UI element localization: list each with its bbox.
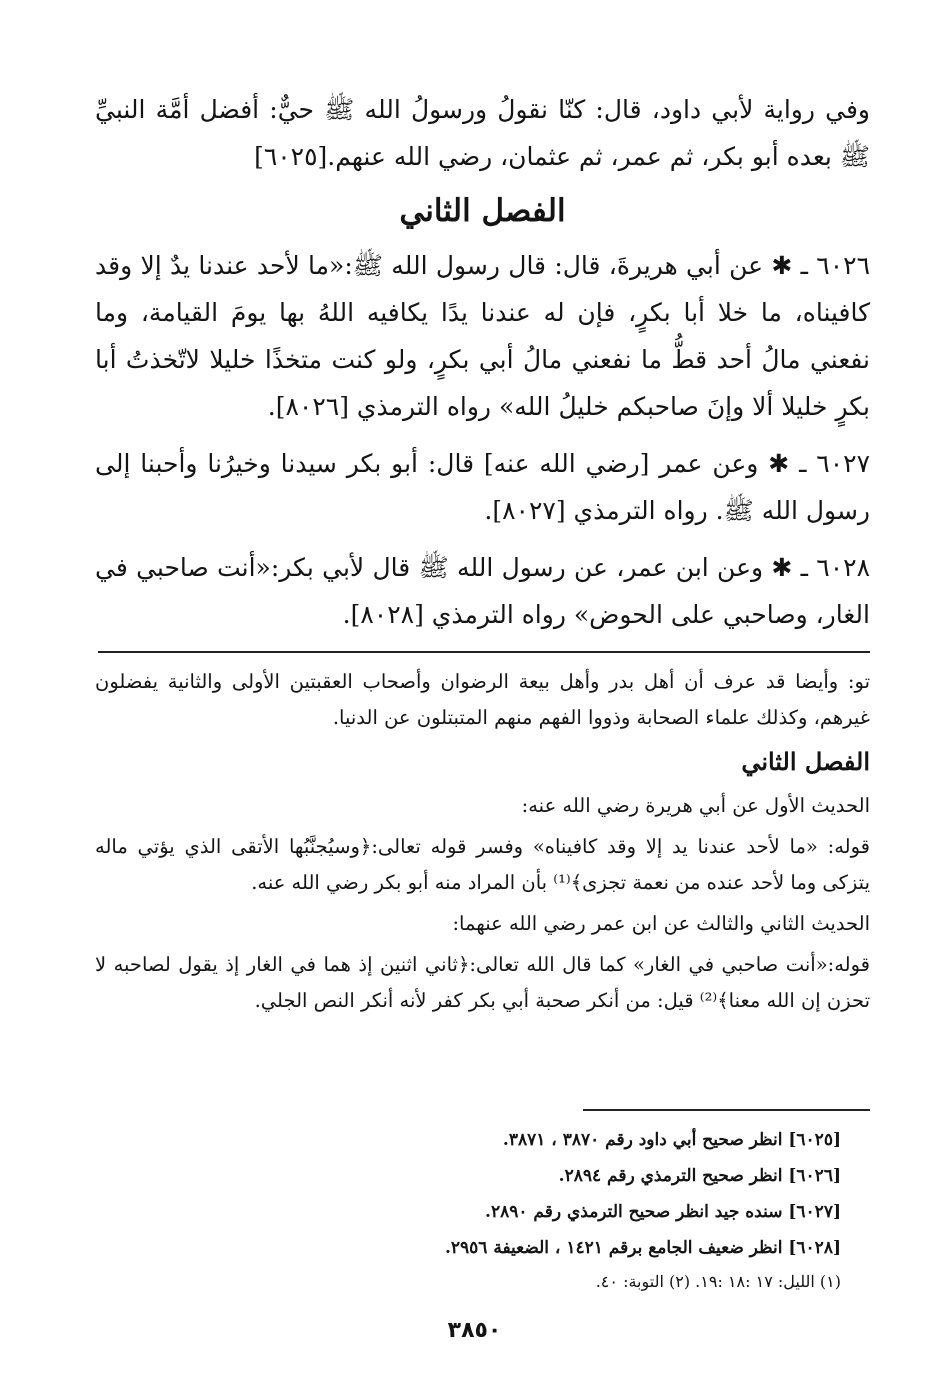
commentary-paragraph: تو: وأيضا قد عرف أن أهل بدر وأهل بيعة الرضوان وأصحاب العقبتين الأولى والثانية يفضلون غيرهم، وكذلك علماء الصحابة وذووا الفهم منهم المتبتلون عن الدنيا. xyxy=(95,670,870,729)
commentary-paragraph: الحديث الأول عن أبي هريرة رضي الله عنه: xyxy=(521,794,870,817)
section-title: الفصل الثاني xyxy=(399,193,566,229)
page-number: ٣٨٥٠ xyxy=(447,1318,502,1343)
commentary-section-title: الفصل الثاني xyxy=(741,747,870,776)
footnotes xyxy=(95,1122,841,1298)
commentary-paragraph: الحديث الثاني والثالث عن ابن عمر رضي الله عنهما: xyxy=(452,912,870,935)
intro-paragraph: وفي رواية لأبي داود، قال: كنّا نقولُ ورسولُ الله ﷺ حيٌّ: أفضل أمَّة النبيِّ ﷺ بعده أبو بكر، ثم عمر، ثم عثمان، رضي الله عنهم.[٦٠٢٥] xyxy=(95,95,870,171)
footnote-separator xyxy=(583,1109,870,1111)
main-text xyxy=(95,86,870,638)
hadith-6028: ٦٠٢٨ ـ ✱ وعن ابن عمر، عن رسول الله ﷺ قال لأبي بكر:«أنت صاحبي في الغار، وصاحبي على الحوض» رواه الترمذي [٨٠٢٨]. xyxy=(95,553,870,629)
quran-references: (١) الليل: ١٧ :١٨ :١٩. (٢) التوبة: ٤٠. xyxy=(595,1272,841,1291)
commentary-paragraph: قوله: «ما لأحد عندنا يد إلا وقد كافيناه» وفسر قوله تعالى:﴿وسيُجنَّبُها الأتقى الذي يؤتي ماله يتزكى وما لأحد عنده من نعمة تجزى﴾⁽¹⁾ بأن المراد منه أبو بكر رضي الله عنه. xyxy=(95,835,870,894)
main-separator xyxy=(98,651,870,653)
hadith-6027: ٦٠٢٧ ـ ✱ وعن عمر [رضي الله عنه] قال: أبو بكر سيدنا وخيرُنا وأحبنا إلى رسول الله ﷺ. رواه الترمذي [٨٠٢٧]. xyxy=(95,449,870,525)
footnote-6028: [٦٠٢٨] انظر ضعيف الجامع برقم ١٤٢١ ، الضعيفة ٢٩٥٦. xyxy=(444,1238,841,1258)
commentary-paragraph: قوله:«أنت صاحبي في الغار» كما قال الله تعالى:﴿ثاني اثنين إذ هما في الغار إذ يقول لصاحبه لا تحزن إن الله معنا﴾⁽²⁾ قيل: من أنكر صحبة أبي بكر كفر لأنه أنكر النص الجلي. xyxy=(95,953,870,1012)
hadith-6026: ٦٠٢٦ ـ ✱ عن أبي هريرةَ، قال: قال رسول الله ﷺ:«ما لأحد عندنا يدٌ إلا وقد كافيناه، ما خلا أبا بكرٍ، فإن له عندنا يدًا يكافيه اللهُ بها يومَ القيامة، وما نفعني مالُ أحد قطُّ ما نفعني مالُ أبي بكرٍ، ولو كنت متخذًا خليلا لاتّخذتُ أبا بكرٍ خليلا ألا وإنَ صاحبكم خليلُ الله» رواه الترمذي [٨٠٢٦]. xyxy=(95,251,870,421)
footnote-6025: [٦٠٢٥] انظر صحيح أبي داود رقم ٣٨٧٠ ، ٣٨٧١. xyxy=(502,1130,841,1150)
commentary-text xyxy=(95,664,870,1019)
footnote-6027: [٦٠٢٧] سنده جيد انظر صحيح الترمذي رقم ٢٨٩٠. xyxy=(485,1202,841,1222)
footnote-6026: [٦٠٢٦] انظر صحيح الترمذي رقم ٢٨٩٤. xyxy=(558,1166,841,1186)
